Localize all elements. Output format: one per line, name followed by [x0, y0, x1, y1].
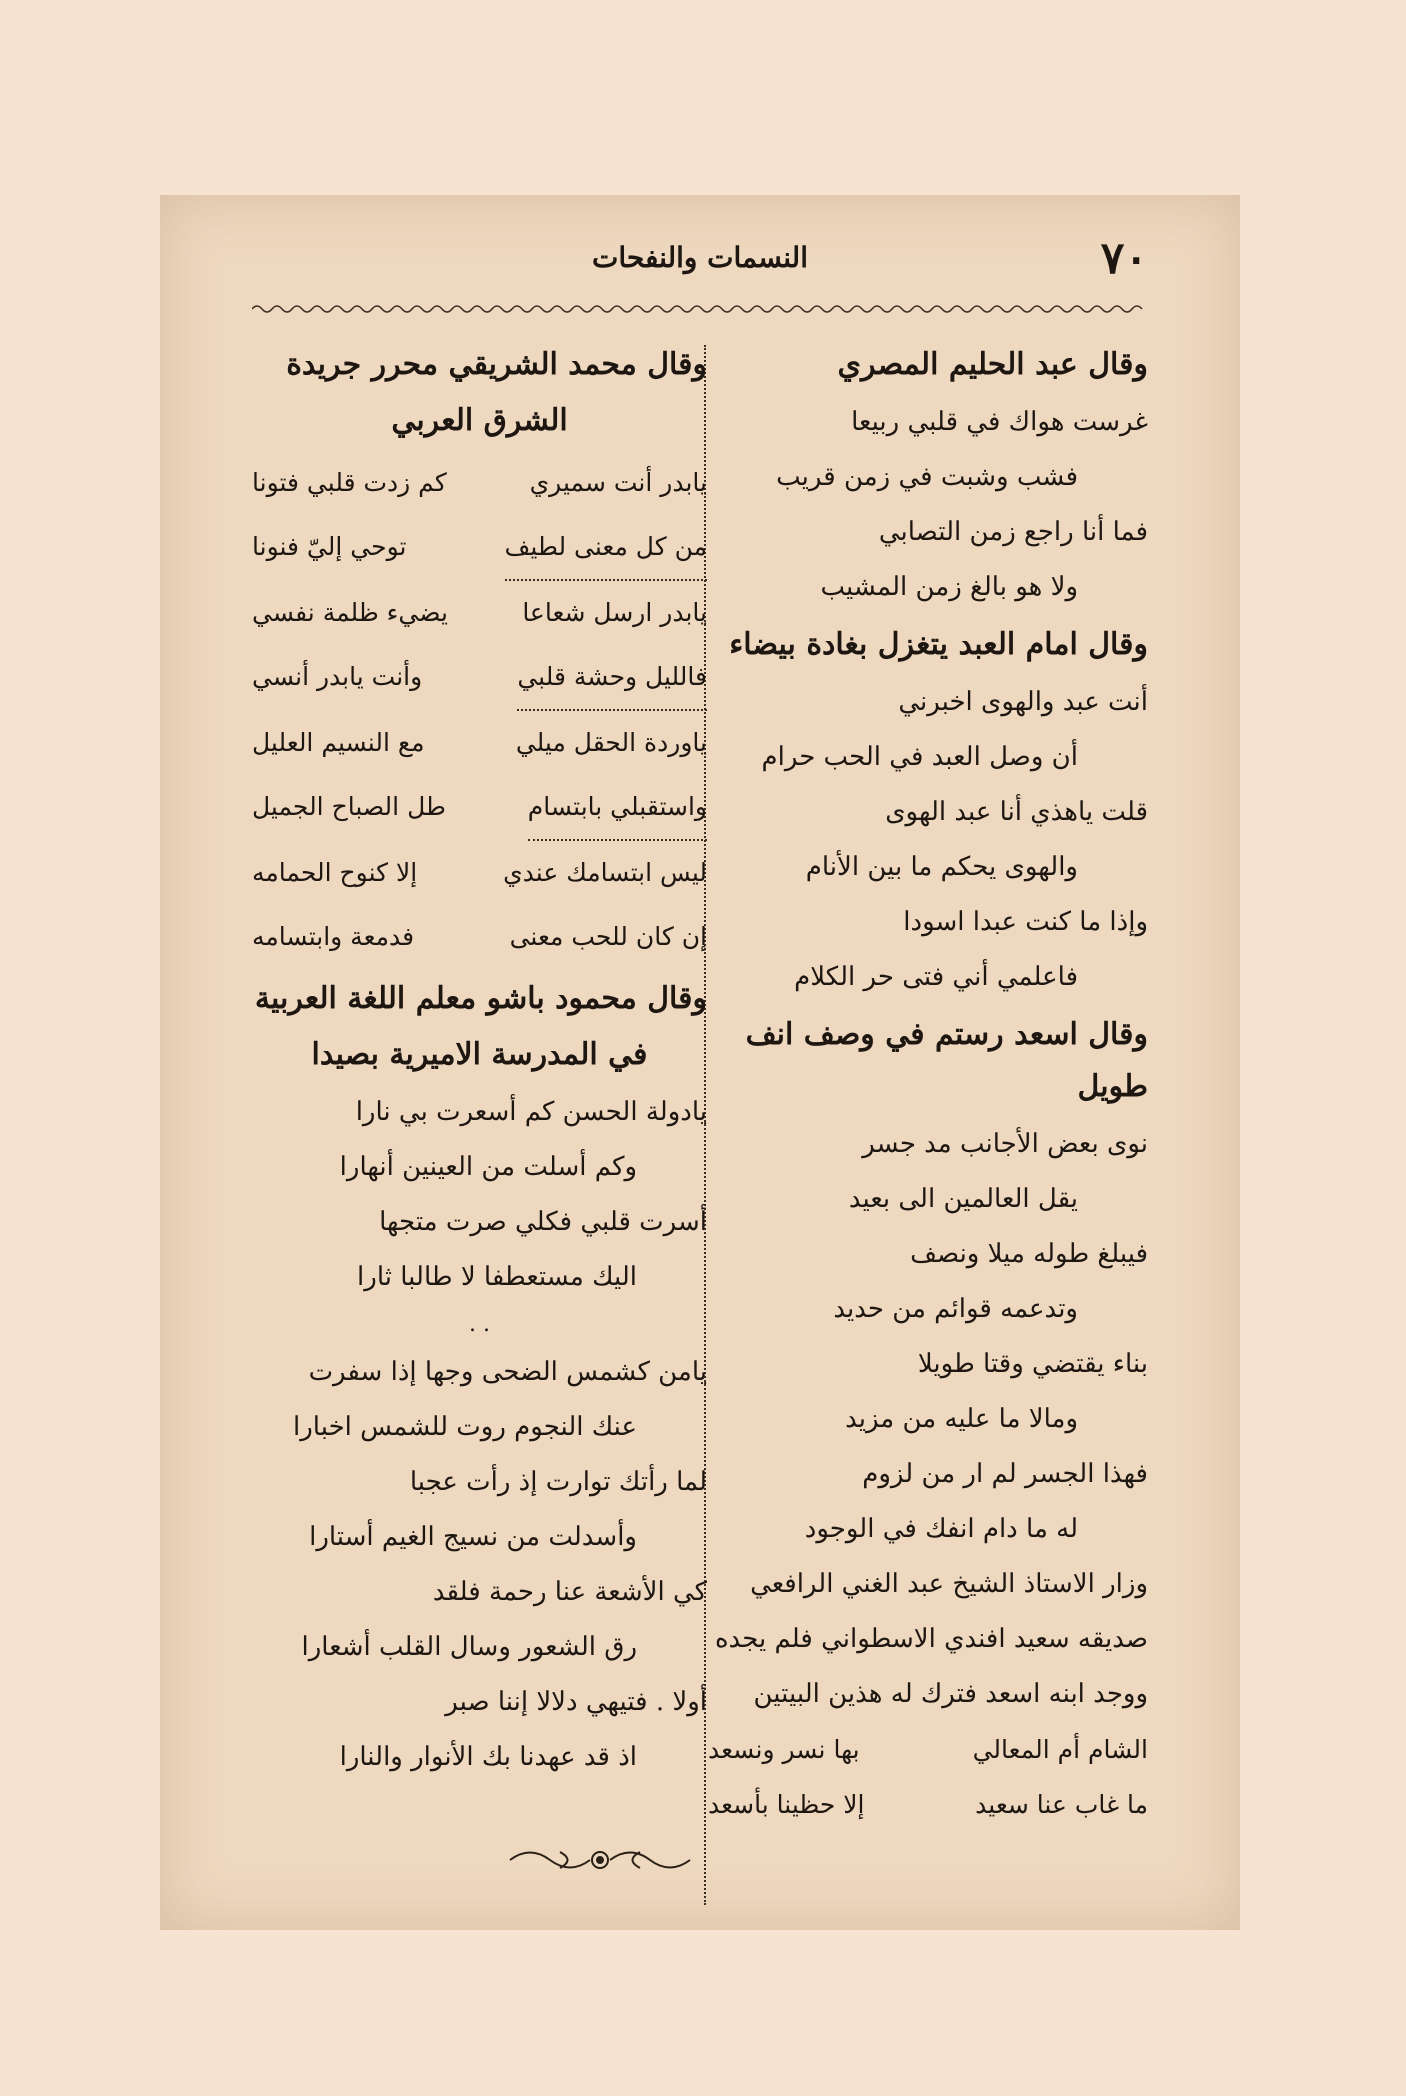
verse-pair	[252, 581, 707, 645]
verse-line: فهذا الجسر لم ار من لزوم	[862, 1459, 1148, 1489]
verse-line: فاعلمي أني فتى حر الكلام	[794, 962, 1078, 992]
hemistich: طل الصباح الجميل	[252, 792, 446, 821]
verse-pair	[252, 841, 707, 905]
verse-line: قلت ياهذي أنا عبد الهوى	[885, 797, 1148, 827]
hemistich: فدمعة وابتسامه	[252, 922, 415, 951]
verse-pair	[252, 775, 707, 841]
section-title: وقال محمود باشو معلم اللغة العربية	[254, 981, 707, 1016]
hemistich: من كل معنى لطيف	[505, 515, 707, 581]
hemistich: واستقبلي بابتسام	[528, 775, 707, 841]
left-column	[252, 335, 707, 1785]
prose-line: ووجد ابنه اسعد فترك له هذين البيتين	[753, 1679, 1148, 1709]
verse-pair	[252, 451, 707, 515]
verse-line: ومالا ما عليه من مزيد	[845, 1404, 1078, 1434]
verse-line: يادولة الحسن كم أسعرت بي نارا	[355, 1097, 707, 1127]
hemistich: ما غاب عنا سعيد	[975, 1790, 1148, 1819]
ornament-icon	[500, 1840, 700, 1880]
book-page	[160, 195, 1240, 1930]
verse-line: فيبلغ طوله ميلا ونصف	[910, 1239, 1148, 1269]
verse-line: أنت عبد والهوى اخبرني	[898, 687, 1148, 717]
verse-line: رق الشعور وسال القلب أشعارا	[301, 1632, 637, 1662]
running-title: النسمات والنفحات	[592, 241, 808, 274]
verse-line: بناء يقتضي وقتا طويلا	[917, 1349, 1148, 1379]
hemistich: توحي إليّ فنونا	[252, 532, 407, 561]
verse-line: أسرت قلبي فكلي صرت متجها	[379, 1207, 707, 1237]
verse-pair	[252, 645, 707, 711]
section-title: الشرق العربي	[391, 403, 568, 438]
right-column	[708, 335, 1148, 1832]
header-wavy-rule	[252, 303, 1148, 315]
verse-line: اليك مستعطفا لا طالبا ثارا	[357, 1262, 637, 1292]
hemistich: بها نسر ونسعد	[708, 1735, 860, 1764]
verse-line: نوى بعض الأجانب مد جسر	[862, 1129, 1148, 1159]
hemistich: ليس ابتسامك عندي	[503, 858, 707, 887]
section-title: وقال عبد الحليم المصري	[837, 347, 1148, 382]
section-title: في المدرسة الاميرية بصيدا	[311, 1037, 648, 1072]
verse-line: وتدعمه قوائم من حديد	[833, 1294, 1078, 1324]
verse-line: عنك النجوم روت للشمس اخبارا	[293, 1412, 637, 1442]
verse-line: اذ قد عهدنا بك الأنوار والنارا	[339, 1742, 637, 1772]
hemistich: الشام أم المعالي	[972, 1735, 1148, 1764]
hemistich: ياوردة الحقل ميلي	[515, 728, 707, 757]
verse-line: أن وصل العبد في الحب حرام	[761, 742, 1078, 772]
verse-line: ولا هو بالغ زمن المشيب	[820, 572, 1078, 602]
hemistich: إلا كنوح الحمامه	[252, 858, 418, 887]
prose-line: صديقه سعيد افندي الاسطواني فلم يجده	[714, 1624, 1148, 1654]
verse-pair	[252, 711, 707, 775]
hemistich: مع النسيم العليل	[252, 728, 425, 757]
verse-line: غرست هواك في قلبي ربيعا	[851, 407, 1148, 437]
verse-line: له ما دام انفك في الوجود	[804, 1514, 1078, 1544]
hemistich: إلا حظينا بأسعد	[708, 1790, 865, 1819]
section-title: وقال امام العبد يتغزل بغادة بيضاء	[729, 627, 1148, 662]
verse-line: أولا . فتيهي دلالا إننا صبر	[445, 1687, 707, 1717]
page-header	[252, 233, 1148, 293]
verse-line: فشب وشبت في زمن قريب	[776, 462, 1078, 492]
hemistich: إن كان للحب معنى	[509, 922, 707, 951]
verse-line: والهوى يحكم ما بين الأنام	[805, 852, 1078, 882]
section-title: وقال اسعد رستم في وصف انف طويل	[745, 1017, 1148, 1104]
verse-line: وكم أسلت من العينين أنهارا	[339, 1152, 637, 1182]
verse-line: فما أنا راجع زمن التصابي	[878, 517, 1148, 547]
hemistich: كم زدت قلبي فتونا	[252, 468, 447, 497]
verse-line: يامن كشمس الضحى وجها إذا سفرت	[308, 1357, 707, 1387]
verse-pair	[708, 1722, 1148, 1777]
hemistich: يابدر أنت سميري	[529, 468, 707, 497]
hemistich: وأنت يابدر أنسي	[252, 662, 423, 691]
verse-pair	[252, 515, 707, 581]
hemistich: يضيء ظلمة نفسي	[252, 598, 448, 627]
verse-pair	[252, 905, 707, 969]
hemistich: فالليل وحشة قلبي	[517, 645, 707, 711]
section-title: وقال محمد الشريقي محرر جريدة	[286, 347, 707, 382]
verse-line: وإذا ما كنت عبدا اسودا	[903, 907, 1148, 937]
verse-line: لما رأتك توارت إذ رأت عجبا	[409, 1467, 707, 1497]
verse-line: وأسدلت من نسيج الغيم أستارا	[309, 1522, 637, 1552]
verse-pair	[708, 1777, 1148, 1832]
verse-line: يقل العالمين الى بعيد	[848, 1184, 1078, 1214]
page-number: ٧٠	[1100, 233, 1148, 284]
prose-line: وزار الاستاذ الشيخ عبد الغني الرافعي	[750, 1569, 1148, 1599]
verse-line: كي الأشعة عنا رحمة فلقد	[432, 1577, 707, 1607]
hemistich: يابدر ارسل شعاعا	[522, 598, 707, 627]
separator-dots: . .	[469, 1312, 490, 1337]
